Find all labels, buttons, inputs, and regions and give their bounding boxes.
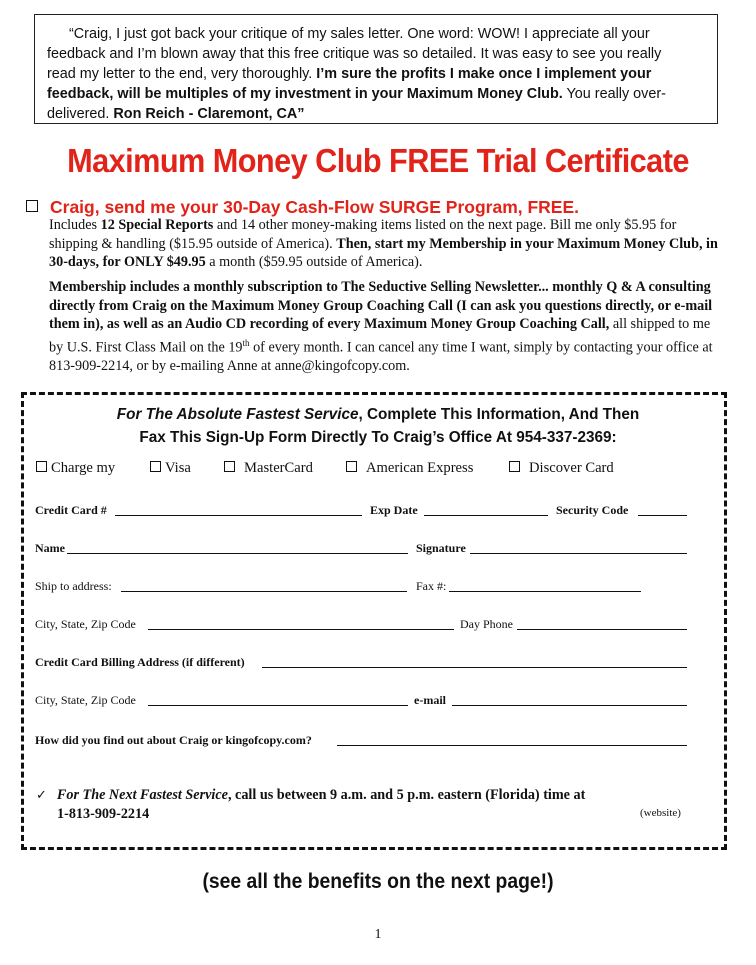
form-heading-line-2: Fax This Sign-Up Form Directly To Craig’s Office At 954-337-2369: [139,429,617,446]
testimonial-text: read my letter to the end, very thoroughly. [47,66,317,82]
payment-label: MasterCard [244,460,313,476]
testimonial-bold-text: I’m sure the profits I make once I implement your [316,66,652,82]
testimonial-line [47,104,705,124]
payment-option-charge[interactable] [36,460,115,477]
security-code-label: Security Code [556,503,629,517]
offer-text: a month ($59.95 outside of America). [205,254,423,270]
payment-label: American Express [366,460,474,476]
testimonial-line [47,84,705,104]
offer-text: all shipped to me by U.S. First Class Mail on the 19 [49,316,711,356]
offer-bold-text: Membership includes a monthly subscription to The Seductive Selling Newsletter... monthly Q & A consulting directly from Craig on the Maximum Money Group Coaching Call (I can ask you questions directly, or e-mail them in), as well as an Audio CD recording of every Maximum Money Group Coaching Call, [49,279,713,332]
checkbox-icon[interactable] [150,461,161,472]
credit-card-field[interactable] [115,515,362,516]
offer-bold-text: 12 Special Reports [100,217,214,233]
payment-label: Discover Card [529,460,614,476]
name-field[interactable] [67,553,408,554]
page-number: 1 [374,927,382,942]
offer-text: of every month. I can cancel any time I want, simply by contacting your office at 813-909-2214, or by e-mailing Anne at anne@kingofcopy.com. [49,339,713,374]
fax-label: Fax #: [416,579,447,593]
credit-card-label: Credit Card # [35,503,107,517]
ship-to-field[interactable] [121,591,407,592]
payment-option-amex[interactable] [346,460,473,477]
payment-label: Visa [165,460,191,476]
offer-headline: Craig, send me your 30-Day Cash-Flow SURGE Program, FREE. [50,197,580,217]
email-label: e-mail [414,693,446,707]
how-found-field[interactable] [337,745,687,746]
testimonial-line: feedback and I’m blown away that this free critique was so detailed. It was easy to see you really [47,46,662,62]
checkbox-icon[interactable] [36,461,47,472]
signature-field[interactable] [470,553,687,554]
testimonial-bold-text: feedback, will be multiples of my investment in your Maximum Money Club. [47,86,563,102]
testimonial-author: Ron Reich - Claremont, CA” [113,106,305,122]
security-code-field[interactable] [638,515,687,516]
testimonial-line: “Craig, I just got back your critique of my sales letter. One word: WOW! I appreciate all your [69,26,650,42]
testimonial-text: delivered. [47,106,114,122]
next-fastest-italic: For The Next Fastest Service [56,787,228,803]
next-fastest-phone: 1-813-909-2214 [57,806,150,822]
payment-option-discover[interactable] [509,460,614,477]
payment-option-mastercard[interactable] [224,460,313,477]
form-heading-italic: For The Absolute Fastest Service [116,406,359,423]
offer-paragraph-1 [49,216,721,272]
payment-label: Charge my [51,460,116,476]
certificate-title: Maximum Money Club FREE Trial Certificate [67,142,689,179]
form-heading-text: , Complete This Information, And Then [358,406,640,423]
city-state-zip-field[interactable] [148,629,454,630]
payment-option-visa[interactable] [150,460,191,477]
checkbox-icon[interactable] [224,461,235,472]
ship-to-label: Ship to address: [35,579,112,593]
billing-address-field[interactable] [262,667,687,668]
offer-headline-row [26,197,726,218]
checkbox-icon[interactable] [509,461,520,472]
offer-text: and 14 other money-making items listed on the next page. Bill me only $5.95 for shipping & handling ($15.95 outside of America). [49,217,677,252]
day-phone-label: Day Phone [460,617,513,631]
offer-bold-text: Then, start my Membership in your Maximum Money Club, in 30-days, for ONLY $49.95 [49,235,718,270]
checkbox-icon[interactable] [346,461,357,472]
ordinal-suffix: th [242,337,250,348]
email-field[interactable] [452,705,687,706]
fax-field[interactable] [449,591,641,592]
exp-date-label: Exp Date [370,503,418,517]
billing-city-state-zip-label: City, State, Zip Code [35,693,136,707]
offer-text: Includes [49,217,101,233]
signature-label: Signature [416,541,466,555]
see-benefits-callout: (see all the benefits on the next page!) [202,870,554,893]
next-fastest-text: , call us between 9 a.m. and 5 p.m. eastern (Florida) time at [227,787,586,803]
offer-checkbox[interactable] [26,200,38,212]
city-state-zip-label: City, State, Zip Code [35,617,136,631]
exp-date-field[interactable] [424,515,548,516]
form-heading-line-1 [0,406,756,424]
day-phone-field[interactable] [517,629,687,630]
testimonial-box [34,14,718,124]
billing-city-state-zip-field[interactable] [148,705,408,706]
checkmark-icon: ✓ [36,788,47,803]
name-label: Name [35,541,65,555]
billing-address-label: Credit Card Billing Address (if different) [35,655,245,669]
testimonial-line [47,64,705,84]
website-note: (website) [640,807,681,819]
testimonial-text: You really over- [562,86,666,102]
how-found-label: How did you find out about Craig or kingofcopy.com? [35,733,312,747]
offer-paragraph-2 [49,278,721,375]
